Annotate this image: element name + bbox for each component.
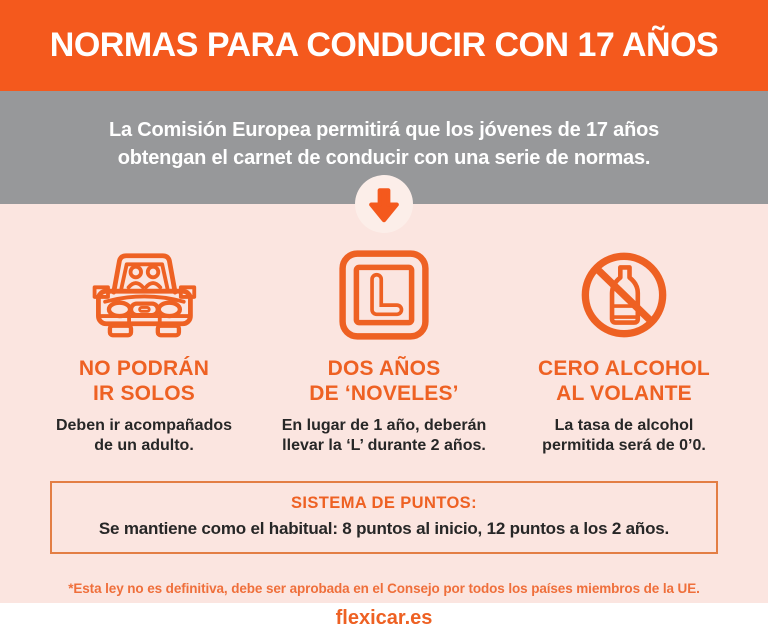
arrow-notch: [355, 175, 413, 233]
points-system-box: [50, 481, 718, 554]
legal-footnote: *Esta ley no es definitiva, debe ser aprobada en el Consejo por todos los países miembros de la UE.: [68, 581, 700, 597]
rule-desc-line-2: de un adulto.: [94, 437, 194, 455]
footer-bar: [0, 603, 768, 634]
l-plate-icon: [338, 249, 430, 341]
rule-title-line-2: IR SOLOS: [93, 381, 195, 405]
rule-title-line-1: NO PODRÁN: [78, 357, 210, 380]
rule-description: [282, 416, 487, 458]
points-box-text: Se mantiene como el habitual: 8 puntos al inicio, 12 puntos a los 2 años.: [98, 519, 670, 539]
car-with-passengers-icon: [85, 249, 204, 341]
rule-title-line-2: DE ‘NOVELES’: [309, 381, 459, 405]
flexicar-site-link[interactable]: flexicar.es: [335, 607, 433, 629]
no-alcohol-icon: [578, 249, 670, 341]
rule-description: [542, 416, 706, 458]
rule-title: [309, 357, 458, 407]
rule-desc-line-1: Deben ir acompañados: [55, 416, 233, 434]
rule-title-line-1: CERO ALCOHOL: [538, 357, 710, 380]
rule-card-dos-anos-noveles: [264, 249, 504, 457]
rule-card-no-ir-solos: [24, 249, 264, 457]
rule-title: [538, 357, 710, 407]
subtitle-line-1: La Comisión Europea permitirá que los jóvenes de 17 años: [108, 118, 660, 141]
subtitle-line-2: obtengan el carnet de conducir con una serie de normas.: [117, 146, 651, 169]
rule-description: [56, 416, 232, 458]
content-area: [0, 204, 768, 603]
rule-title-line-2: AL VOLANTE: [556, 381, 692, 405]
rule-title: [79, 357, 209, 407]
rule-desc-line-2: llevar la ‘L’ durante 2 años.: [282, 437, 486, 455]
points-box-title: SISTEMA DE PUNTOS:: [291, 494, 477, 513]
rule-desc-line-1: La tasa de alcohol: [554, 416, 694, 434]
page-title: NORMAS PARA CONDUCIR CON 17 AÑOS: [49, 26, 719, 64]
header-bar: [0, 0, 768, 91]
rule-card-cero-alcohol: [504, 249, 744, 457]
rule-desc-line-1: En lugar de 1 año, deberán: [281, 416, 487, 434]
rules-columns: [0, 204, 768, 457]
rule-title-line-1: DOS AÑOS: [327, 357, 441, 380]
down-arrow-icon: [367, 186, 401, 226]
rule-desc-line-2: permitida será de 0’0.: [542, 437, 706, 455]
